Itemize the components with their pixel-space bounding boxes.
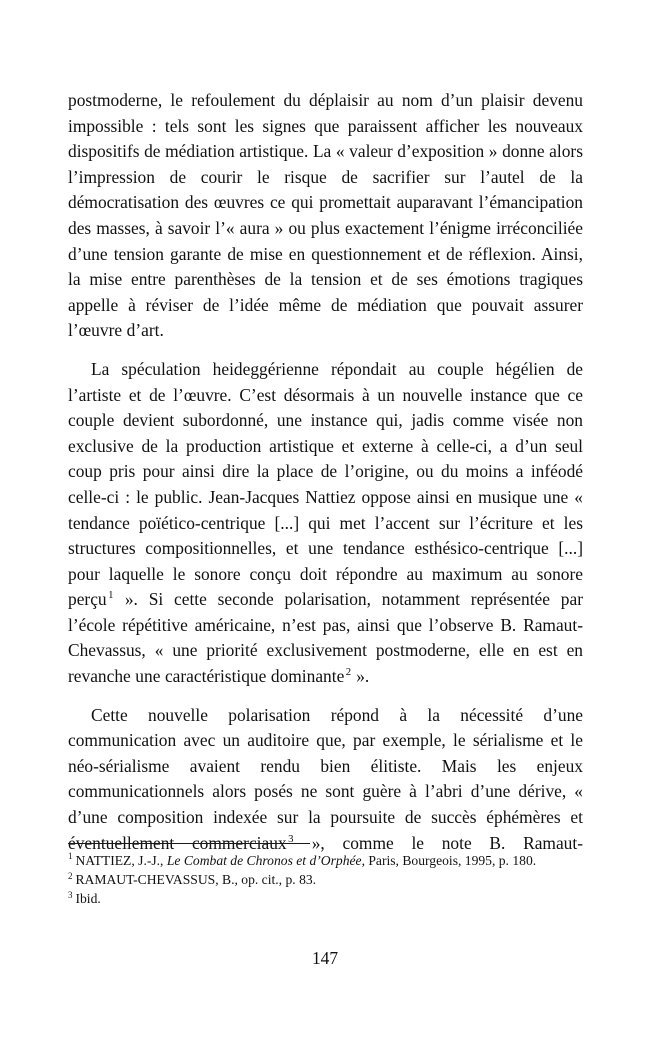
paragraph-3-text-segment-2: », comme le note B. Ramaut- bbox=[294, 832, 583, 853]
footnote-separator-rule bbox=[68, 843, 310, 844]
footnote-item-1 bbox=[68, 851, 583, 870]
paragraph-3-text-segment-1: Cette nouvelle polarisation répond à la nécessité d’une communication avec un auditoire que, par exemple, le sérialisme et le néo-sérialisme avaient rendu bien élitiste. Mais les enjeux communicationnels alors posés ne sont guère à l’abri d’une dérive, « d’une composition indexée sur la poursuite de succès éphémères et éventuellement commerciaux bbox=[68, 704, 583, 853]
footnotes-section bbox=[68, 843, 583, 909]
footnote-item-3 bbox=[68, 889, 583, 908]
paragraph-2-text-segment-2: ». Si cette seconde polarisation, notamment représentée par l’école répétitive américaine, n’est pas, ainsi que l’observe B. Ramaut-Chevassus, « une priorité exclusivement postmoderne, elle en est en revanche une caractéristique dominante bbox=[68, 589, 583, 687]
body-text-block bbox=[68, 88, 583, 856]
footnote-1-prefix: NATTIEZ, J.-J., bbox=[75, 853, 167, 868]
footnote-marker-2: 2 bbox=[68, 870, 73, 881]
footnote-1-title: Le Combat de Chronos et d’Orphée bbox=[166, 853, 362, 868]
footnote-2-prefix: RAMAUT-CHEVASSUS, B., op. cit., p. 83. bbox=[75, 872, 317, 888]
footnote-marker-3: 3 bbox=[68, 889, 73, 900]
footnote-1-suffix: , Paris, Bourgeois, 1995, p. 180. bbox=[361, 853, 537, 868]
footnote-item-2 bbox=[68, 870, 583, 889]
body-paragraph-1: postmoderne, le refoulement du déplaisir au nom d’un plaisir devenu impossible : tels sont les signes que paraissent afficher les nouveaux dispositifs de médiation artistique. La « valeur d’exposition » donne alors l’impression de courir le risque de sacrifier sur l’autel de la démocratisation des œuvres ce qui promettait auparavant l’émancipation des masses, à savoir l’« aura » ou plus exactement l’énigme irréconciliée d’une tension garante de mise en questionnement et de réflexion. Ainsi, la mise entre parenthèses de la tension et de ses émotions tragiques appelle à réviser de l’idée même de médiation que pouvait assurer l’œuvre d’art. bbox=[68, 90, 583, 341]
footnote-reference-2[interactable]: 2 bbox=[345, 666, 352, 679]
footnote-3-prefix: Ibid. bbox=[75, 891, 101, 907]
body-paragraph-2 bbox=[68, 357, 583, 690]
footnote-reference-3[interactable]: 3 bbox=[288, 832, 294, 845]
paragraph-2-text-segment-3: ». bbox=[351, 666, 370, 687]
footnote-marker-1: 1 bbox=[68, 851, 73, 862]
body-paragraph-3 bbox=[68, 703, 583, 857]
footnote-reference-1[interactable]: 1 bbox=[108, 589, 114, 602]
paragraph-2-text-segment-1: La spéculation heideggérienne répondait au couple hégélien de l’artiste et de l’œuvre. C’est désormais à un nouvelle instance que ce couple devient subordonné, une instance qui, jadis comme visée non exclusive de la production artistique et externe à celle-ci, a d’un seul coup pris pour ainsi dire la place de l’origine, ou du moins a inféodé celle-ci : le public. Jean-Jacques Nattiez oppose ainsi en musique une « tendance poïético-centrique [...] qui met l’accent sur l’écriture et les structures compositionnelles, et une tendance esthésico-centrique [...] pour laquelle le sonore conçu doit répondre au maximum au sonore perçu bbox=[68, 358, 583, 610]
page-number: 147 bbox=[311, 948, 339, 968]
